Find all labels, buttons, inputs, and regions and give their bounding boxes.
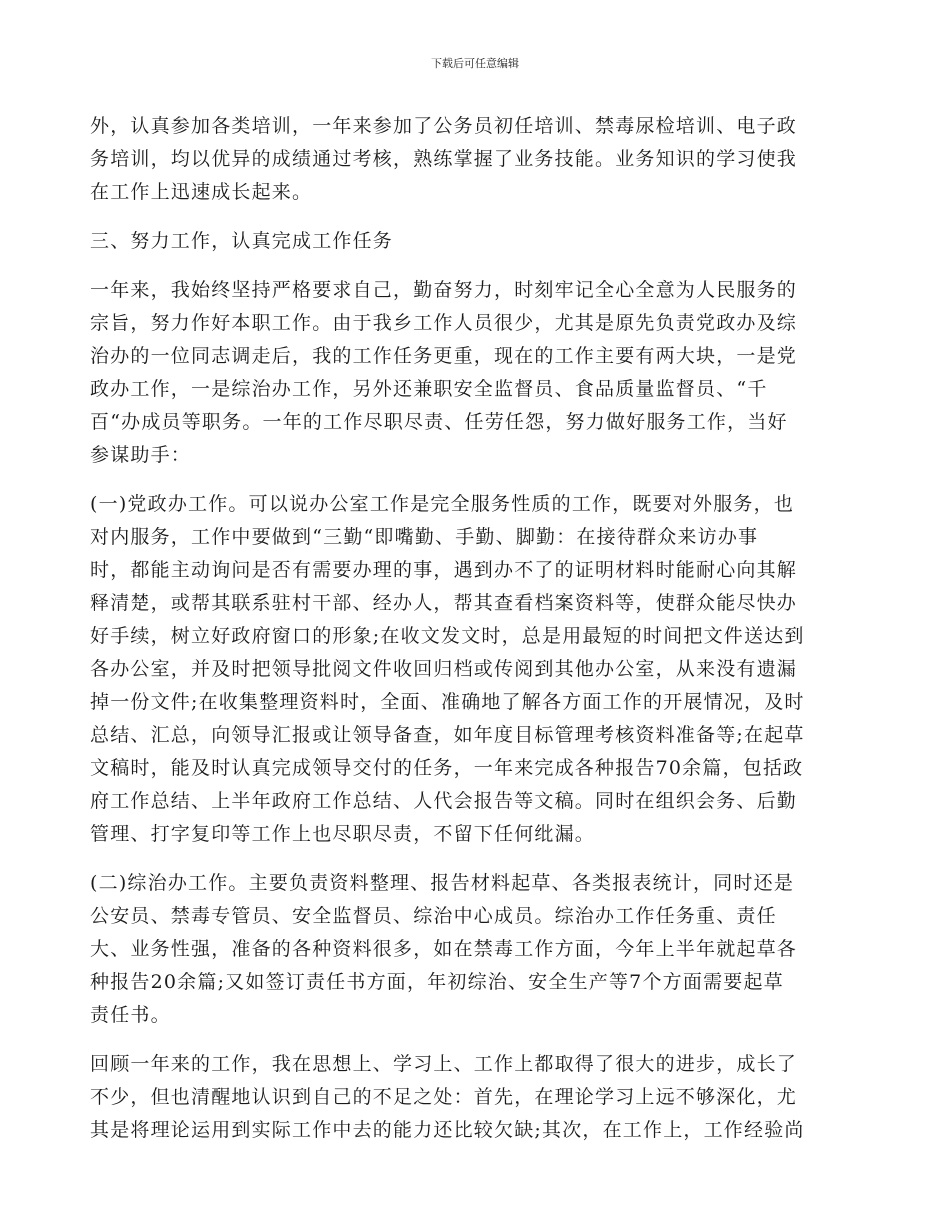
text-line: 府工作总结、上半年政府工作总结、人代会报告等文稿。同时在组织会务、后勤	[90, 790, 798, 812]
text-line: 好手续，树立好政府窗口的形象;在收文发文时，总是用最短的时间把文件送达到	[90, 625, 805, 647]
text-line: 回顾一年来的工作，我在思想上、学习上、工作上都取得了很大的进步，成长了	[90, 1053, 798, 1075]
page-header: 下载后可任意编辑	[431, 57, 519, 70]
text-line: 大、业务性强，准备的各种资料很多，如在禁毒工作方面，今年上半年就起草各	[90, 938, 798, 960]
text-line: 种报告20余篇;又如签订责任书方面，年初综治、安全生产等7个方面需要起草	[90, 971, 784, 993]
text-line: 一年来，我始终坚持严格要求自己，勤奋努力，时刻牢记全心全意为人民服务的	[90, 279, 798, 301]
heading-text: 三、努力工作，认真完成工作任务	[90, 230, 394, 252]
text-line: 释清楚，或帮其联系驻村干部、经办人，帮其查看档案资料等，使群众能尽快办	[90, 592, 798, 614]
text-line: 公安员、禁毒专管员、安全监督员、综治中心成员。综治办工作任务重、责任	[90, 905, 777, 927]
text-line: 务培训，均以优异的成绩通过考核，熟练掌握了业务技能。业务知识的学习使我	[90, 148, 798, 170]
text-line: 总结、汇总，向领导汇报或让领导备查，如年度目标管理考核资料准备等;在起草	[90, 724, 805, 746]
section-heading	[90, 225, 860, 258]
paragraph-training	[90, 110, 860, 209]
text-line: 其是将理论运用到实际工作中去的能力还比较欠缺;其次，在工作上，工作经验尚	[90, 1119, 805, 1141]
paragraph-party-office	[90, 488, 860, 851]
text-line: 对内服务，工作中要做到“三勤“即嘴勤、手勤、脚勤：在接待群众来访办事	[90, 526, 759, 548]
text-line: 时，都能主动询问是否有需要办理的事，遇到办不了的证明材料时能耐心向其解	[90, 559, 798, 581]
text-line: 管理、打字复印等工作上也尽职尽责，不留下任何纰漏。	[90, 823, 596, 845]
text-line: 治办的一位同志调走后，我的工作任务更重，现在的工作主要有两大块，一是党	[90, 345, 798, 367]
paragraph-comprehensive-office	[90, 867, 860, 1032]
document-body	[90, 110, 860, 1163]
text-line: 文稿时，能及时认真完成领导交付的任务，一年来完成各种报告70余篇，包括政	[90, 757, 804, 779]
text-line: (二)综治办工作。主要负责资料整理、报告材料起草、各类报表统计，同时还是	[90, 872, 795, 894]
paragraph-work-summary	[90, 274, 860, 472]
text-line: 各办公室，并及时把领导批阅文件收回归档或传阅到其他办公室，从来没有遗漏	[90, 658, 798, 680]
text-line: 宗旨，努力作好本职工作。由于我乡工作人员很少，尤其是原先负责党政办及综	[90, 312, 798, 334]
text-line: 责任书。	[90, 1004, 171, 1026]
text-line: 外，认真参加各类培训，一年来参加了公务员初任培训、禁毒尿检培训、电子政	[90, 115, 798, 137]
paragraph-review	[90, 1048, 860, 1147]
text-line: 政办工作，一是综治办工作，另外还兼职安全监督员、食品质量监督员、“千	[90, 378, 768, 400]
text-line: 掉一份文件;在收集整理资料时，全面、准确地了解各方面工作的开展情况，及时	[90, 691, 805, 713]
text-line: 百“办成员等职务。一年的工作尽职尽责、任劳任怨，努力做好服务工作，当好	[90, 411, 788, 433]
text-line: 不少，但也清醒地认识到自己的不足之处：首先，在理论学习上远不够深化，尤	[90, 1086, 798, 1108]
text-line: (一)党政办工作。可以说办公室工作是完全服务性质的工作，既要对外服务，也	[90, 493, 795, 515]
text-line: 参谋助手：	[90, 444, 192, 466]
text-line: 在工作上迅速成长起来。	[90, 181, 313, 203]
